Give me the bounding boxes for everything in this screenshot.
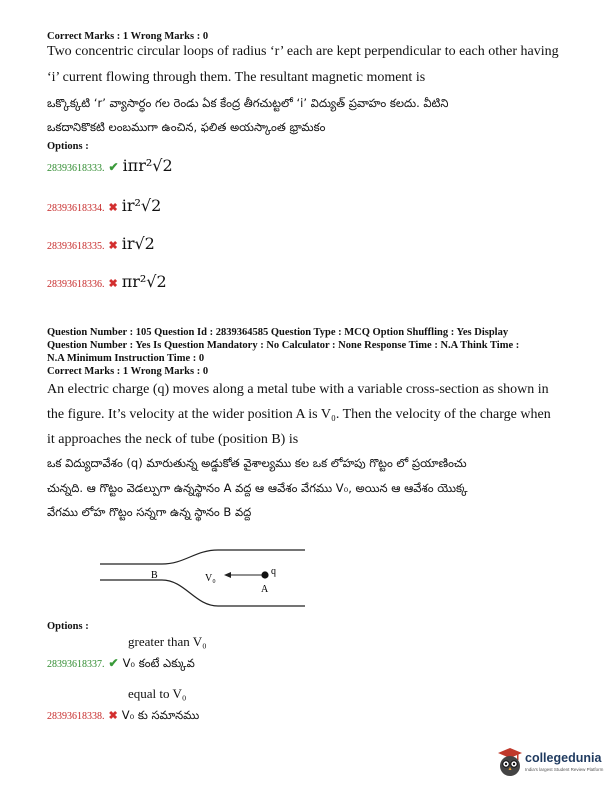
brand-tagline: India's largest Student Review Platform [525, 767, 604, 772]
label-q: q [271, 566, 276, 577]
q1-text-line2: ‘i’ current flowing through them. The resultant magnetic moment is [47, 70, 426, 85]
q2-option-1[interactable] [47, 634, 347, 674]
q2-meta-line3: N.A Minimum Instruction Time : 0 [47, 353, 205, 364]
label-b: B [151, 570, 158, 581]
q1-option-2[interactable] [47, 196, 161, 216]
label-a: A [261, 584, 269, 595]
check-icon: ✔ [108, 160, 119, 174]
q2-text-line2: the figure. It’s velocity at the wider position A is V₀. Then the velocity of the charge when [47, 407, 551, 422]
q1-text-line1: Two concentric circular loops of radius ‘r’ each are kept perpendicular to each other having [47, 44, 559, 59]
option-text-en: equal to V₀ [128, 686, 187, 701]
check-icon: ✔ [108, 656, 119, 670]
option-id: 28393618336. [47, 279, 105, 290]
q1-option-1[interactable] [47, 156, 173, 176]
charge-dot [261, 571, 268, 578]
brand-name: collegedunia [525, 751, 602, 765]
tube-bottom-wall [100, 580, 305, 606]
q2-options-label: Options : [47, 621, 89, 632]
brand-logo [497, 745, 609, 781]
owl-mascot-icon [497, 747, 523, 777]
option-text: iπr²√2 [122, 156, 173, 175]
q1-options-label: Options : [47, 141, 89, 152]
cross-icon: ✖ [108, 278, 118, 290]
option-id: 28393618337. [47, 659, 105, 670]
option-text-en: greater than V₀ [128, 634, 207, 649]
option-text-te: V₀ కంటే ఎక్కువ [122, 656, 195, 670]
option-text: ir√2 [121, 234, 155, 253]
tube-figure [100, 538, 310, 618]
option-id: 28393618333. [47, 163, 105, 174]
q1-marks: Correct Marks : 1 Wrong Marks : 0 [47, 31, 209, 42]
tube-top-wall [100, 550, 305, 564]
option-id: 28393618335. [47, 241, 105, 252]
q1-telugu-line2: ఒకదానికొకటి లంబముగా ఉంచిన, ఫలిత అయస్కాంత భ్రామకం [47, 120, 326, 134]
option-id: 28393618334. [47, 203, 105, 214]
q2-marks: Correct Marks : 1 Wrong Marks : 0 [47, 366, 209, 377]
q2-telugu-line3: వేగము లోహ గొట్టం సన్నగా ఉన్న స్థానం B వద్ద [47, 505, 252, 519]
cross-icon: ✖ [108, 202, 118, 214]
cross-icon: ✖ [108, 710, 118, 722]
q2-meta-line1: Question Number : 105 Question Id : 2839364585 Question Type : MCQ Option Shuffling : Yes Display [47, 327, 509, 338]
option-text: ir²√2 [121, 196, 162, 215]
cross-icon: ✖ [108, 240, 118, 252]
q1-option-4[interactable] [47, 272, 167, 292]
q2-meta-line2: Question Number : Yes Is Question Mandatory : No Calculator : None Response Time : N.A Think Time : [47, 340, 520, 351]
q2-telugu-line2: చున్నది. ఆ గొట్టం వెడల్పుగా ఉన్నస్థానం A వద్ద ఆ ఆవేశం వేగము V₀, అయిన ఆ ఆవేశం యొక్క [47, 481, 468, 495]
q1-option-3[interactable] [47, 234, 155, 254]
option-id: 28393618338. [47, 711, 105, 722]
q2-option-2[interactable] [47, 686, 347, 726]
arrow-head [224, 572, 231, 578]
q2-text-line1: An electric charge (q) moves along a metal tube with a variable cross-section as shown in [47, 382, 549, 397]
q2-telugu-line1: ఒక విద్యుదావేశం (q) మారుతున్న అడ్డుకోత వైశాల్యము కల ఒక లోహపు గొట్టం లో ప్రయాణించు [47, 456, 467, 470]
q2-text-line3: it approaches the neck of tube (position B) is [47, 432, 299, 447]
option-text: πr²√2 [121, 272, 167, 291]
label-v: V₀ [205, 573, 216, 584]
q1-telugu-line1: ఒక్కొక్కటి ‘r’ వ్యాసార్ధం గల రెండు ఏక కేంద్ర తీగచుట్టలో ‘i’ విద్యుత్ ప్రవాహం కలదు. వీటిని [47, 96, 449, 110]
option-text-te: V₀ కు సమానము [121, 708, 200, 722]
